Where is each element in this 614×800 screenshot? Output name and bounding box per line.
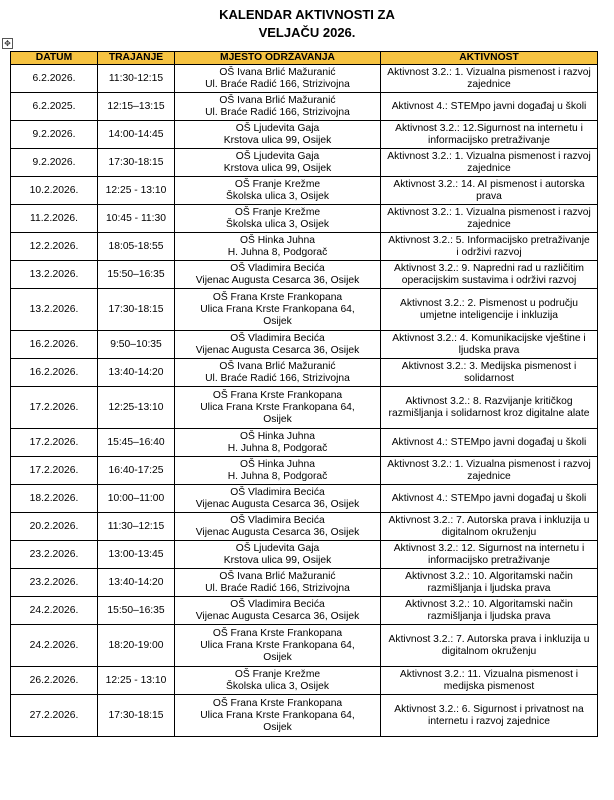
column-header-location: MJESTO ODRŽAVANJA	[175, 52, 381, 65]
cell-date: 9.2.2026.	[11, 149, 98, 177]
cell-location: OŠ Franje Krežme Školska ulica 3, Osijek	[175, 177, 381, 205]
cell-date: 24.2.2026.	[11, 625, 98, 667]
cell-date: 12.2.2026.	[11, 233, 98, 261]
cell-activity: Aktivnost 3.2.: 8. Razvijanje kritičkog razmišljanja i solidarnost kroz digitalne alate	[381, 387, 598, 429]
cell-activity: Aktivnost 3.2.: 10. Algoritamski način razmišljanja i ljudska prava	[381, 597, 598, 625]
cell-date: 17.2.2026.	[11, 457, 98, 485]
cell-duration: 13:40-14:20	[98, 569, 175, 597]
cell-activity: Aktivnost 4.: STEMpo javni događaj u školi	[381, 429, 598, 457]
activity-calendar-table	[10, 51, 598, 737]
table-row	[11, 457, 598, 485]
table-row	[11, 541, 598, 569]
table-row	[11, 121, 598, 149]
cell-duration: 15:50–16:35	[98, 597, 175, 625]
cell-location: OŠ Vladimira Becića Vijenac Augusta Cesarca 36, Osijek	[175, 485, 381, 513]
cell-date: 11.2.2026.	[11, 205, 98, 233]
cell-duration: 11:30–12:15	[98, 513, 175, 541]
cell-duration: 15:45–16:40	[98, 429, 175, 457]
cell-date: 23.2.2026.	[11, 569, 98, 597]
cell-date: 27.2.2026.	[11, 695, 98, 737]
cell-duration: 17:30-18:15	[98, 289, 175, 331]
table-row	[11, 569, 598, 597]
table-row	[11, 625, 598, 667]
cell-location: OŠ Vladimira Becića Vijenac Augusta Cesarca 36, Osijek	[175, 261, 381, 289]
cell-duration: 12:25 - 13:10	[98, 667, 175, 695]
cell-location: OŠ Hinka Juhna H. Juhna 8, Podgorač	[175, 233, 381, 261]
cell-activity: Aktivnost 4.: STEMpo javni događaj u školi	[381, 93, 598, 121]
cell-activity: Aktivnost 3.2.: 7. Autorska prava i inkluzija u digitalnom okruženju	[381, 513, 598, 541]
cell-location: OŠ Vladimira Becića Vijenac Augusta Cesarca 36, Osijek	[175, 513, 381, 541]
cell-date: 23.2.2026.	[11, 541, 98, 569]
cell-location: OŠ Ljudevita Gaja Krstova ulica 99, Osijek	[175, 149, 381, 177]
cell-date: 13.2.2026.	[11, 289, 98, 331]
cell-location: OŠ Hinka Juhna H. Juhna 8, Podgorač	[175, 429, 381, 457]
table-row	[11, 93, 598, 121]
cell-location: OŠ Ivana Brlić Mažuranić Ul. Braće Radić 166, Strizivojna	[175, 569, 381, 597]
table-row	[11, 331, 598, 359]
cell-date: 24.2.2026.	[11, 597, 98, 625]
cell-activity: Aktivnost 3.2.: 11. Vizualna pismenost i medijska pismenost	[381, 667, 598, 695]
cell-duration: 18:05-18:55	[98, 233, 175, 261]
cell-location: OŠ Ivana Brlić Mažuranić Ul. Braće Radić 166, Strizivojna	[175, 93, 381, 121]
cell-date: 9.2.2026.	[11, 121, 98, 149]
cell-activity: Aktivnost 3.2.: 10. Algoritamski način razmišljanja i ljudska prava	[381, 569, 598, 597]
table-row	[11, 261, 598, 289]
table-row	[11, 359, 598, 387]
cell-activity: Aktivnost 3.2.: 4. Komunikacijske vještine i ljudska prava	[381, 331, 598, 359]
cell-location: OŠ Ivana Brlić Mažuranić Ul. Braće Radić 166, Strizivojna	[175, 65, 381, 93]
table-row	[11, 65, 598, 93]
cell-location: OŠ Frana Krste Frankopana Ulica Frana Krste Frankopana 64, Osijek	[175, 289, 381, 331]
cell-activity: Aktivnost 3.2.: 5. Informacijsko pretraživanje i održivi razvoj	[381, 233, 598, 261]
table-row	[11, 177, 598, 205]
cell-location: OŠ Frana Krste Frankopana Ulica Frana Krste Frankopana 64, Osijek	[175, 387, 381, 429]
cell-location: OŠ Ivana Brlić Mažuranić Ul. Braće Radić 166, Strizivojna	[175, 359, 381, 387]
table-row	[11, 667, 598, 695]
cell-location: OŠ Franje Krežme Školska ulica 3, Osijek	[175, 667, 381, 695]
cell-duration: 18:20-19:00	[98, 625, 175, 667]
cell-location: OŠ Frana Krste Frankopana Ulica Frana Krste Frankopana 64, Osijek	[175, 695, 381, 737]
column-header-date: DATUM	[11, 52, 98, 65]
cell-activity: Aktivnost 3.2.: 12.Sigurnost na internetu i informacijsko pretraživanje	[381, 121, 598, 149]
table-row	[11, 205, 598, 233]
cell-activity: Aktivnost 3.2.: 1. Vizualna pismenost i razvoj zajednice	[381, 65, 598, 93]
cell-location: OŠ Franje Krežme Školska ulica 3, Osijek	[175, 205, 381, 233]
cell-duration: 12:25 - 13:10	[98, 177, 175, 205]
cell-location: OŠ Ljudevita Gaja Krstova ulica 99, Osijek	[175, 541, 381, 569]
cell-date: 10.2.2026.	[11, 177, 98, 205]
table-row	[11, 233, 598, 261]
cell-location: OŠ Vladimira Becića Vijenac Augusta Cesarca 36, Osijek	[175, 331, 381, 359]
cell-activity: Aktivnost 3.2.: 1. Vizualna pismenost i razvoj zajednice	[381, 457, 598, 485]
column-header-activity: AKTIVNOST	[381, 52, 598, 65]
table-row	[11, 597, 598, 625]
cell-location: OŠ Hinka Juhna H. Juhna 8, Podgorač	[175, 457, 381, 485]
cell-duration: 13:00-13:45	[98, 541, 175, 569]
document-title	[0, 6, 614, 42]
cell-date: 6.2.2026.	[11, 65, 98, 93]
cell-duration: 10:00–11:00	[98, 485, 175, 513]
title-line-1: KALENDAR AKTIVNOSTI ZA	[219, 7, 395, 22]
cell-location: OŠ Frana Krste Frankopana Ulica Frana Krste Frankopana 64, Osijek	[175, 625, 381, 667]
cell-date: 17.2.2026.	[11, 387, 98, 429]
cell-activity: Aktivnost 3.2.: 12. Sigurnost na internetu i informacijsko pretraživanje	[381, 541, 598, 569]
table-row	[11, 485, 598, 513]
cell-activity: Aktivnost 4.: STEMpo javni događaj u školi	[381, 485, 598, 513]
cell-duration: 14:00-14:45	[98, 121, 175, 149]
cell-date: 26.2.2026.	[11, 667, 98, 695]
cell-date: 20.2.2026.	[11, 513, 98, 541]
table-row	[11, 387, 598, 429]
cell-duration: 13:40-14:20	[98, 359, 175, 387]
cell-activity: Aktivnost 3.2.: 3. Medijska pismenost i solidarnost	[381, 359, 598, 387]
cell-activity: Aktivnost 3.2.: 9. Napredni rad u različitim operacijskim sustavima i održivi razvoj	[381, 261, 598, 289]
table-row	[11, 695, 598, 737]
cell-date: 18.2.2026.	[11, 485, 98, 513]
cell-activity: Aktivnost 3.2.: 2. Pismenost u području umjetne inteligencije i inkluzija	[381, 289, 598, 331]
cell-duration: 17:30-18:15	[98, 695, 175, 737]
table-row	[11, 289, 598, 331]
cell-duration: 16:40-17:25	[98, 457, 175, 485]
table-body	[11, 65, 598, 737]
cell-duration: 12:25-13:10	[98, 387, 175, 429]
cell-duration: 17:30-18:15	[98, 149, 175, 177]
cell-duration: 9:50–10:35	[98, 331, 175, 359]
cell-activity: Aktivnost 3.2.: 7. Autorska prava i inkluzija u digitalnom okruženju	[381, 625, 598, 667]
cell-date: 17.2.2026.	[11, 429, 98, 457]
cell-location: OŠ Ljudevita Gaja Krstova ulica 99, Osijek	[175, 121, 381, 149]
title-line-2: VELJAČU 2026.	[258, 25, 356, 40]
table-row	[11, 513, 598, 541]
cell-date: 13.2.2026.	[11, 261, 98, 289]
cell-date: 16.2.2026.	[11, 331, 98, 359]
table-header-row	[11, 52, 598, 65]
cell-activity: Aktivnost 3.2.: 6. Sigurnost i privatnost na internetu i razvoj zajednice	[381, 695, 598, 737]
column-header-duration: TRAJANJE	[98, 52, 175, 65]
cell-duration: 12:15–13:15	[98, 93, 175, 121]
table-row	[11, 429, 598, 457]
cell-duration: 11:30-12:15	[98, 65, 175, 93]
cell-date: 6.2.2025.	[11, 93, 98, 121]
cell-date: 16.2.2026.	[11, 359, 98, 387]
cell-duration: 10:45 - 11:30	[98, 205, 175, 233]
cell-location: OŠ Vladimira Becića Vijenac Augusta Cesarca 36, Osijek	[175, 597, 381, 625]
table-move-handle-icon[interactable]: ✥	[2, 38, 13, 49]
cell-duration: 15:50–16:35	[98, 261, 175, 289]
cell-activity: Aktivnost 3.2.: 1. Vizualna pismenost i razvoj zajednice	[381, 205, 598, 233]
cell-activity: Aktivnost 3.2.: 1. Vizualna pismenost i razvoj zajednice	[381, 149, 598, 177]
cell-activity: Aktivnost 3.2.: 14. AI pismenost i autorska prava	[381, 177, 598, 205]
table-row	[11, 149, 598, 177]
